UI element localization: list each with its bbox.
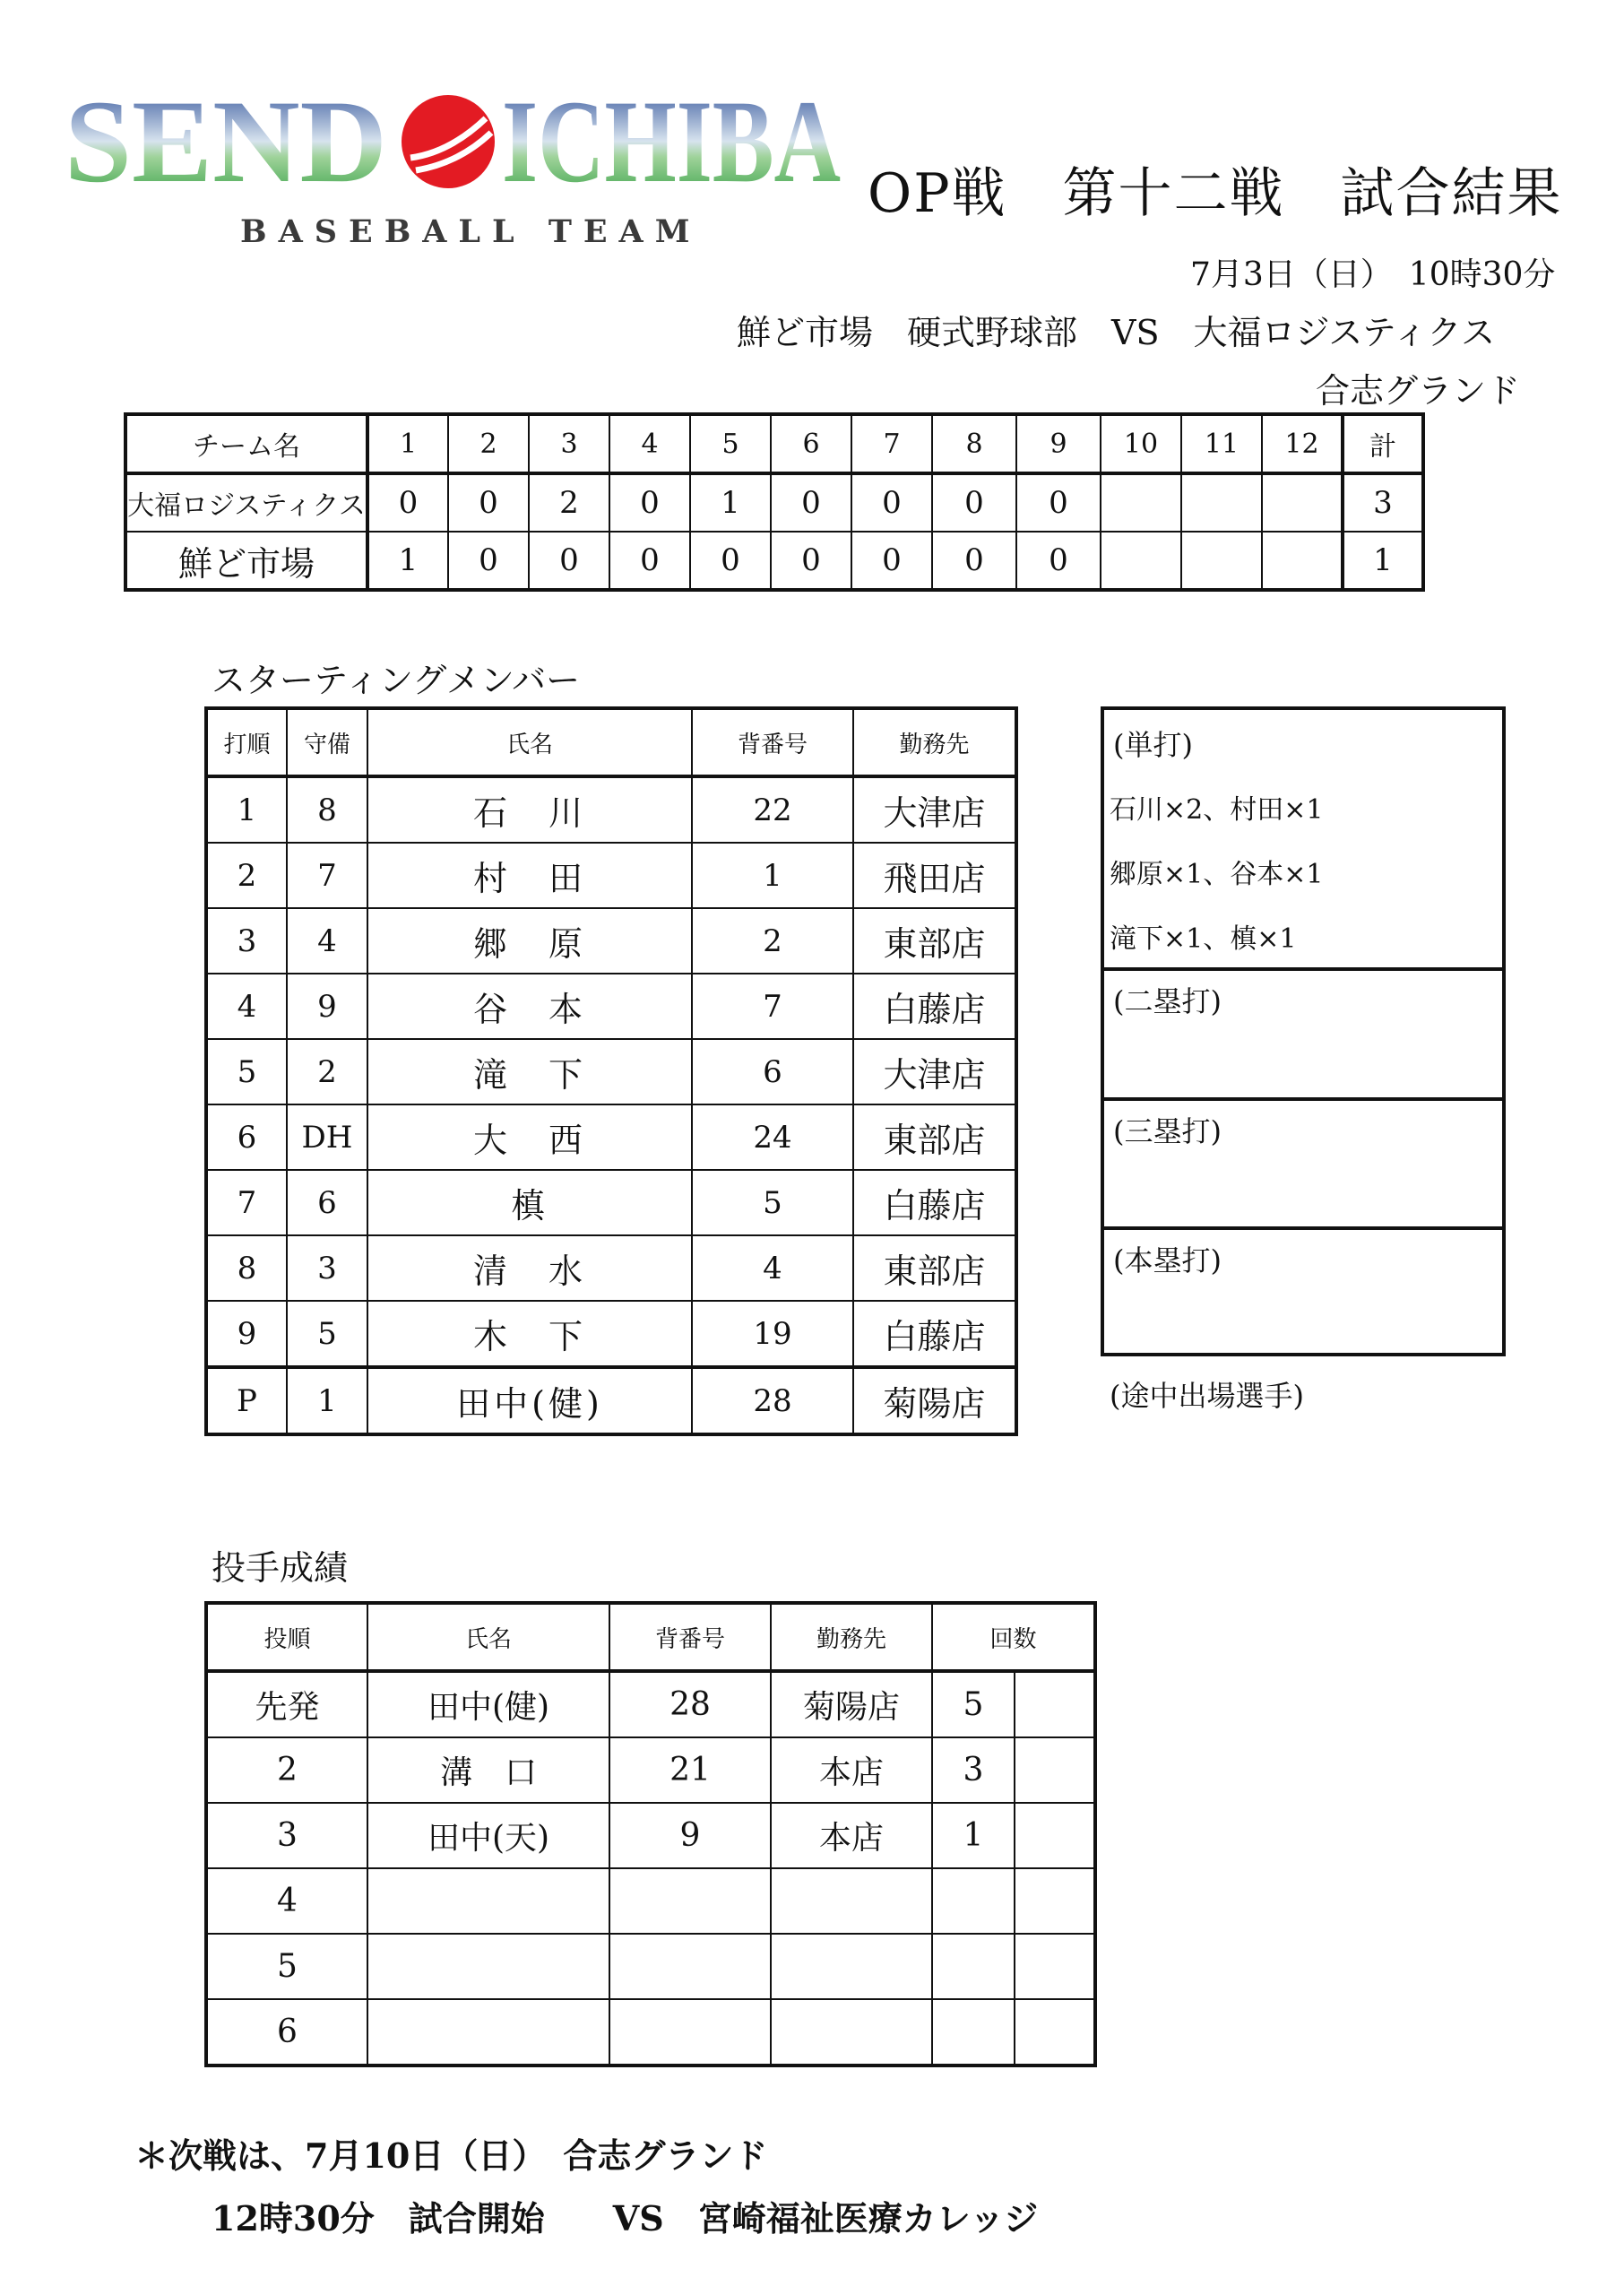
uniform-number (609, 1934, 771, 1999)
pitch-order: 6 (206, 1999, 367, 2066)
table-row (206, 1803, 1095, 1868)
inning-header: 1 (367, 414, 448, 473)
next-game-note: ＊次戦は、7月10日（日） 合志グランド (134, 2135, 768, 2176)
workplace: 東部店 (853, 1104, 1016, 1170)
workplace (771, 1999, 932, 2066)
workplace: 菊陽店 (771, 1671, 932, 1737)
team-name: 鮮ど市場 (125, 532, 367, 590)
inning-score: 0 (609, 532, 690, 590)
name-header: 氏名 (367, 708, 692, 776)
position: 5 (287, 1301, 367, 1367)
inning-score: 0 (1016, 473, 1101, 532)
workplace-header: 勤務先 (853, 708, 1016, 776)
singles-line: 石川×2、村田×1 (1110, 794, 1324, 826)
innings-fraction (1015, 1803, 1095, 1868)
pitch-order: 先発 (206, 1671, 367, 1737)
batting-order: 7 (206, 1170, 287, 1235)
innings-pitched (932, 1999, 1015, 2066)
workplace: 飛田店 (853, 843, 1016, 908)
inning-score: 0 (367, 473, 448, 532)
batting-order: 1 (206, 776, 287, 843)
table-row (206, 1737, 1095, 1803)
inning-score (1262, 473, 1343, 532)
workplace: 東部店 (853, 908, 1016, 974)
uniform-number: 6 (692, 1039, 853, 1104)
table-row (206, 1934, 1095, 1999)
inning-header: 11 (1181, 414, 1262, 473)
position: 6 (287, 1170, 367, 1235)
position: 9 (287, 974, 367, 1039)
inning-score (1262, 532, 1343, 590)
pitch-order: 5 (206, 1934, 367, 1999)
inning-score: 0 (448, 473, 529, 532)
inning-header: 3 (529, 414, 609, 473)
workplace: 白藤店 (853, 1301, 1016, 1367)
batting-order: 4 (206, 974, 287, 1039)
innings-pitched: 3 (932, 1737, 1015, 1803)
inning-score: 1 (690, 473, 771, 532)
hits-summary-box (1101, 706, 1506, 1356)
pitching-table (204, 1601, 1097, 2067)
inning-header: 4 (609, 414, 690, 473)
workplace: 菊陽店 (853, 1367, 1016, 1434)
pitcher-name: 溝 口 (367, 1737, 609, 1803)
table-row-pitcher (206, 1367, 1016, 1434)
table-row (206, 1999, 1095, 2066)
doubles-label: (二塁打) (1113, 984, 1222, 1018)
pitcher-name (367, 1868, 609, 1934)
pitch-order: 3 (206, 1803, 367, 1868)
inning-score: 0 (1016, 532, 1101, 590)
singles-line: 滝下×1、槙×1 (1110, 923, 1297, 955)
triples-label: (三塁打) (1113, 1114, 1222, 1148)
next-game-detail: 12時30分 試合開始 VS 宮崎福祉医療カレッジ (212, 2198, 1039, 2239)
player-name: 清 水 (367, 1235, 692, 1301)
inning-header: 7 (851, 414, 932, 473)
batting-order: 9 (206, 1301, 287, 1367)
uniform-number: 24 (692, 1104, 853, 1170)
uniform-number: 7 (692, 974, 853, 1039)
workplace: 白藤店 (853, 974, 1016, 1039)
pitching-header-row (206, 1603, 1095, 1671)
player-name: 村 田 (367, 843, 692, 908)
inning-score: 0 (932, 473, 1016, 532)
table-row (206, 1170, 1016, 1235)
inning-header: 9 (1016, 414, 1101, 473)
innings-pitched: 5 (932, 1671, 1015, 1737)
innings-pitched (932, 1868, 1015, 1934)
inning-score (1181, 473, 1262, 532)
substitutes-label: (途中出場選手) (1110, 1379, 1304, 1413)
position: 7 (287, 843, 367, 908)
pitch-order-header: 投順 (206, 1603, 367, 1671)
workplace: 大津店 (853, 776, 1016, 843)
lineup-table (204, 706, 1018, 1436)
pitcher-name (367, 1934, 609, 1999)
uniform-number: 2 (692, 908, 853, 974)
batting-order: 8 (206, 1235, 287, 1301)
position: 2 (287, 1039, 367, 1104)
workplace: 白藤店 (853, 1170, 1016, 1235)
homeruns-label: (本塁打) (1113, 1243, 1222, 1277)
logo-text-right: ICHIBA (502, 75, 841, 207)
inning-score: 0 (448, 532, 529, 590)
player-name: 田中(健) (367, 1367, 692, 1434)
inning-score (1181, 532, 1262, 590)
team-total: 3 (1343, 473, 1423, 532)
inning-score: 0 (529, 532, 609, 590)
game-matchup: 鮮ど市場 硬式野球部 VS 大福ロジスティクス (737, 313, 1496, 352)
team-total: 1 (1343, 532, 1423, 590)
inning-score: 0 (609, 473, 690, 532)
singles-label: (単打) (1113, 728, 1193, 762)
logo-subtitle: BASEBALL TEAM (240, 213, 702, 250)
innings-fraction (1015, 1868, 1095, 1934)
divider (1104, 1097, 1502, 1101)
workplace: 大津店 (853, 1039, 1016, 1104)
uniform-number: 1 (692, 843, 853, 908)
divider (1104, 1226, 1502, 1230)
logo-text-left: SEND (65, 75, 387, 207)
inning-score: 0 (851, 532, 932, 590)
scoreboard-row-away (125, 473, 1423, 532)
innings-header: 回数 (932, 1603, 1095, 1671)
lineup-label: スターティングメンバー (212, 661, 581, 700)
game-datetime: 7月3日（日） 10時30分 (1190, 256, 1556, 293)
innings-pitched (932, 1934, 1015, 1999)
page-title: OP戦 第十二戦 試合結果 (868, 162, 1563, 225)
singles-line: 郷原×1、谷本×1 (1110, 859, 1324, 890)
inning-score: 2 (529, 473, 609, 532)
workplace: 東部店 (853, 1235, 1016, 1301)
table-row (206, 974, 1016, 1039)
table-row (206, 1671, 1095, 1737)
table-row (206, 1868, 1095, 1934)
innings-pitched: 1 (932, 1803, 1015, 1868)
table-row (206, 1039, 1016, 1104)
table-row (206, 1104, 1016, 1170)
inning-header: 5 (690, 414, 771, 473)
table-row (206, 843, 1016, 908)
name-header: 氏名 (367, 1603, 609, 1671)
inning-header: 2 (448, 414, 529, 473)
pitcher-name (367, 1999, 609, 2066)
innings-fraction (1015, 1934, 1095, 1999)
player-name: 滝 下 (367, 1039, 692, 1104)
workplace: 本店 (771, 1803, 932, 1868)
position: 1 (287, 1367, 367, 1434)
batting-order: 3 (206, 908, 287, 974)
player-name: 槙 (367, 1170, 692, 1235)
workplace-header: 勤務先 (771, 1603, 932, 1671)
team-name: 大福ロジスティクス (125, 473, 367, 532)
batting-order: 5 (206, 1039, 287, 1104)
player-name: 木 下 (367, 1301, 692, 1367)
scoreboard-header-row (125, 414, 1423, 473)
lineup-header-row (206, 708, 1016, 776)
batting-order: P (206, 1367, 287, 1434)
uniform-number: 28 (692, 1367, 853, 1434)
number-header: 背番号 (692, 708, 853, 776)
position: 8 (287, 776, 367, 843)
player-name: 大 西 (367, 1104, 692, 1170)
uniform-number (609, 1868, 771, 1934)
uniform-number: 5 (692, 1170, 853, 1235)
position-header: 守備 (287, 708, 367, 776)
table-row (206, 1301, 1016, 1367)
pitcher-name: 田中(健) (367, 1671, 609, 1737)
batting-order: 6 (206, 1104, 287, 1170)
innings-fraction (1015, 1671, 1095, 1737)
pitcher-name: 田中(天) (367, 1803, 609, 1868)
player-name: 石 川 (367, 776, 692, 843)
batting-order-header: 打順 (206, 708, 287, 776)
batting-order: 2 (206, 843, 287, 908)
inning-header: 6 (771, 414, 851, 473)
position: 4 (287, 908, 367, 974)
scoreboard-row-home (125, 532, 1423, 590)
inning-score (1101, 473, 1181, 532)
table-row (206, 908, 1016, 974)
team-name-header: チーム名 (125, 414, 367, 473)
inning-score: 0 (932, 532, 1016, 590)
pitching-label: 投手成績 (212, 1548, 349, 1588)
inning-score: 0 (851, 473, 932, 532)
pitch-order: 4 (206, 1868, 367, 1934)
uniform-number: 19 (692, 1301, 853, 1367)
inning-score (1101, 532, 1181, 590)
position: 3 (287, 1235, 367, 1301)
game-venue: 合志グランド (1316, 371, 1521, 411)
inning-score: 0 (690, 532, 771, 590)
player-name: 郷 原 (367, 908, 692, 974)
workplace (771, 1868, 932, 1934)
inning-header: 8 (932, 414, 1016, 473)
inning-header: 10 (1101, 414, 1181, 473)
innings-fraction (1015, 1737, 1095, 1803)
total-header: 計 (1343, 414, 1423, 473)
inning-score: 1 (367, 532, 448, 590)
pitch-order: 2 (206, 1737, 367, 1803)
table-row (206, 776, 1016, 843)
number-header: 背番号 (609, 1603, 771, 1671)
inning-header: 12 (1262, 414, 1343, 473)
innings-fraction (1015, 1999, 1095, 2066)
uniform-number: 21 (609, 1737, 771, 1803)
uniform-number (609, 1999, 771, 2066)
uniform-number: 4 (692, 1235, 853, 1301)
uniform-number: 9 (609, 1803, 771, 1868)
workplace (771, 1934, 932, 1999)
uniform-number: 28 (609, 1671, 771, 1737)
divider (1104, 967, 1502, 971)
player-name: 谷 本 (367, 974, 692, 1039)
table-row (206, 1235, 1016, 1301)
workplace: 本店 (771, 1737, 932, 1803)
inning-score: 0 (771, 532, 851, 590)
scoreboard-table (124, 412, 1425, 592)
inning-score: 0 (771, 473, 851, 532)
uniform-number: 22 (692, 776, 853, 843)
position: DH (287, 1104, 367, 1170)
